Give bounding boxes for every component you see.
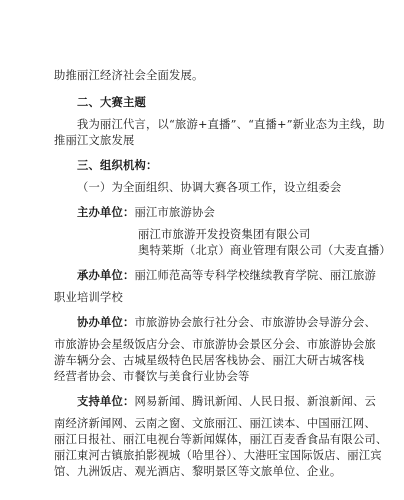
organizer-value: 丽江师范高等专科学校继续教育学院、丽江旅游: [134, 269, 376, 282]
host-row: [77, 205, 215, 220]
support-row: [77, 394, 376, 409]
support-label: 支持单位：: [77, 394, 135, 408]
co-organizer-label: 协办单位：: [77, 315, 135, 329]
section-heading: 三、组织机构：: [77, 158, 158, 172]
support-value: 网易新闻、腾讯新闻、人民日报、新浪新闻、云: [134, 395, 376, 408]
text-line: 助推丽江经济社会全面发展。: [54, 69, 204, 82]
text-line: （一）为全面组织、协调大赛各项工作，设立组委会: [77, 181, 342, 194]
text-line: 丽江日报社、丽江电视台等新闻媒体，丽江百麦香食品有限公司、: [54, 433, 388, 446]
text-line: 丽江市旅游开发投资集团有限公司: [138, 228, 311, 241]
host-value: 丽江市旅游协会: [134, 206, 215, 219]
host-label: 主办单位：: [77, 205, 135, 219]
text-line: 馆、九洲饭店、观光酒店、黎明景区等文旅单位、企业。: [54, 465, 342, 478]
co-organizer-value: 市旅游协会旅行社分会、市旅游协会导游分会、: [134, 316, 376, 329]
text-line: 游车辆分会、古城星级特色民居客栈协会、丽江大研古城客栈: [54, 354, 365, 367]
text-line: 推丽江文旅发展: [54, 134, 135, 147]
text-line: 职业培训学校: [54, 291, 123, 304]
co-organizer-row: [77, 315, 376, 330]
text-line: 经营者协会、市餐饮与美食行业协会等: [54, 370, 250, 383]
organizer-label: 承办单位：: [77, 268, 135, 282]
organizer-row: [77, 268, 376, 283]
text-line: 我为丽江代言，以“旅游+直播”、“直播+”新业态为主线，助: [77, 118, 385, 131]
text-line: 丽江東河古镇旅拍影视城（哈里谷）、大港旺宝国际饭店、丽江宾: [54, 449, 382, 462]
text-line: 市旅游协会星级饭店分会、市旅游协会景区分会、市旅游协会旅: [54, 338, 376, 351]
text-line: 南经济新闻网、云南之窗、文旅丽江、丽江读本、中国丽江网、: [54, 417, 376, 430]
section-heading: 二、大赛主题: [77, 95, 146, 109]
text-line: 奥特莱斯（北京）商业管理有限公司（大麦直播）: [138, 244, 391, 257]
